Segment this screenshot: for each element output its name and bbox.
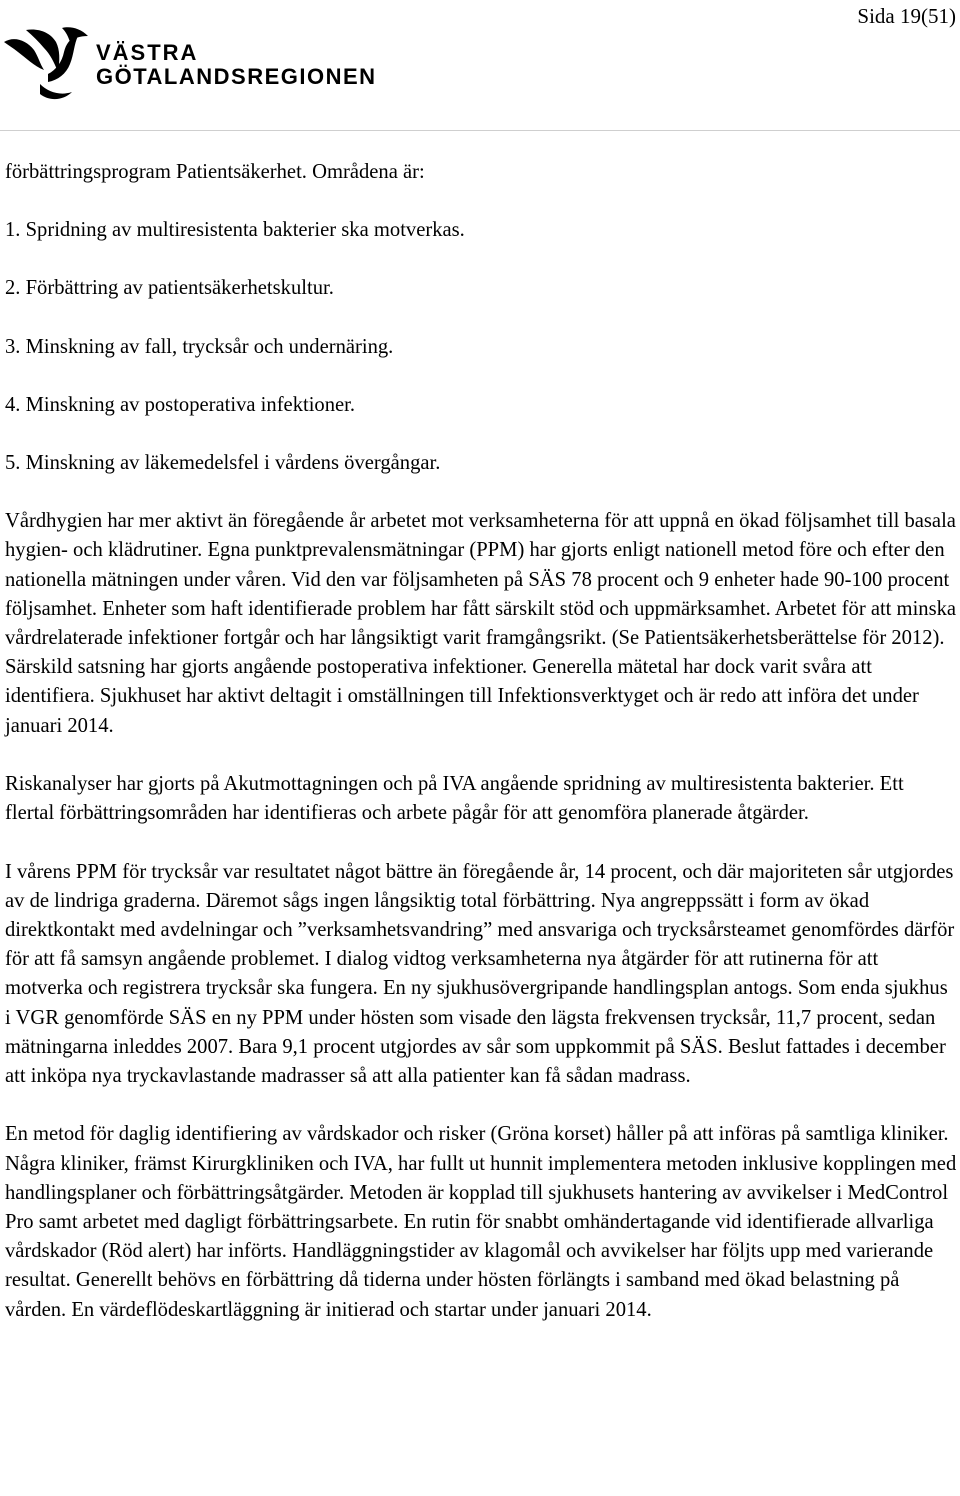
paragraph-vardhygien: Vårdhygien har mer aktivt än föregående år arbetet mot verksamheterna för att uppnå en ökad följsamhet till basala hygien- och klädrutiner. Egna punktprevalensmätningar (PPM) har gjorts enligt nationell metod före och efter den nationella mätningen under våren. Vid den var följsamheten på SÄS 78 procent och 9 enheter hade 90-100 procent följsamhet. Enheter som haft identifierade problem har fått särskilt stöd och uppmärksamhet. Arbetet för att minska vårdrelaterade infektioner fortgår och har långsiktigt varit framgångsrikt. (Se Patientsäkerhetsberättelse för 2012). Särskild satsning har gjorts angående postoperativa infektioner. Generella mätetal har dock varit svåra att identifiera. Sjukhuset har aktivt deltagit i omställningen till Infektionsverktyget och är redo att införa det under januari 2014. xyxy=(5,510,957,737)
paragraph-riskanalyser: Riskanalyser har gjorts på Akutmottagningen och på IVA angående spridning av multiresistenta bakterier. Ett flertal förbättringsområden har identifieras och arbete pågår för att genomföra planerade åtgärder. xyxy=(5,773,904,825)
list-item: 1. Spridning av multiresistenta bakterier ska motverkas. xyxy=(5,219,465,242)
logo-text-line2: GÖTALANDSREGIONEN xyxy=(96,64,377,89)
logo-emblem-icon xyxy=(4,27,88,99)
list-item: 4. Minskning av postoperativa infektioner. xyxy=(5,393,356,416)
paragraph-grona-korset: En metod för daglig identifiering av vårdskador och risker (Gröna korset) håller på att införas på samtliga kliniker. Några kliniker, främst Kirurgkliniken och IVA, har fullt ut hunnit implementera metoden inklusive kopplingen med handlingsplaner och förbättringsåtgärder. Metoden är kopplad till sjukhusets hantering av avvikelser i MedControl Pro samt arbetet med dagligt förbättringsarbete. En rutin för snabbt omhändertagande vid identifierade allvarliga vårdskador (Röd alert) har införts. Handläggningstider av klagomål och avvikelser har följts upp med varierande resultat. Generellt behövs en förbättring då tiderna under hösten förlängts i samband med ökad belastning på vården. En värdeflödeskartläggning är initierad och startar under januari 2014. xyxy=(5,1123,957,1321)
list-item: 3. Minskning av fall, trycksår och undernäring. xyxy=(5,335,394,358)
intro-text: förbättringsprogram Patientsäkerhet. Områdena är: xyxy=(5,161,425,183)
vastra-gotalandsregionen-logo xyxy=(4,22,388,112)
paragraph-trycksar: I vårens PPM för trycksår var resultatet något bättre än föregående år, 14 procent, och där majoriteten sår utgjordes av de lindriga graderna. Däremot sågs ingen långsiktig total förbättring. Nya angreppssätt i form av ökad direktkontakt med avdelningar och ”verksamhetsvandring” med ansvariga och trycksårsteamet genomfördes därför för att få samsyn angående problemet. I dialog vidtog verksamheterna nya åtgärder för att rutinerna för att motverka och registrera trycksår ska fungera. En ny sjukhusövergripande handlingsplan antogs. Som enda sjukhus i VGR genomförde SÄS en ny PPM under hösten som visade den lägsta frekvensen trycksår, 11,7 procent, sedan mätningarna inleddes 2007. Bara 9,1 procent utgjordes av sår som uppkommit på SÄS. Beslut fattades i december att inköpa nya tryckavlastande madrasser så att alla patienter kan få sådan madrass. xyxy=(5,860,955,1088)
logo-text-line1: VÄSTRA xyxy=(96,40,199,65)
list-item: 5. Minskning av läkemedelsfel i vårdens övergångar. xyxy=(5,452,441,475)
header-divider xyxy=(0,130,960,131)
list-item: 2. Förbättring av patientsäkerhetskultur. xyxy=(5,277,334,300)
document-body xyxy=(5,158,957,1325)
page-number: Sida 19(51) xyxy=(857,4,956,28)
